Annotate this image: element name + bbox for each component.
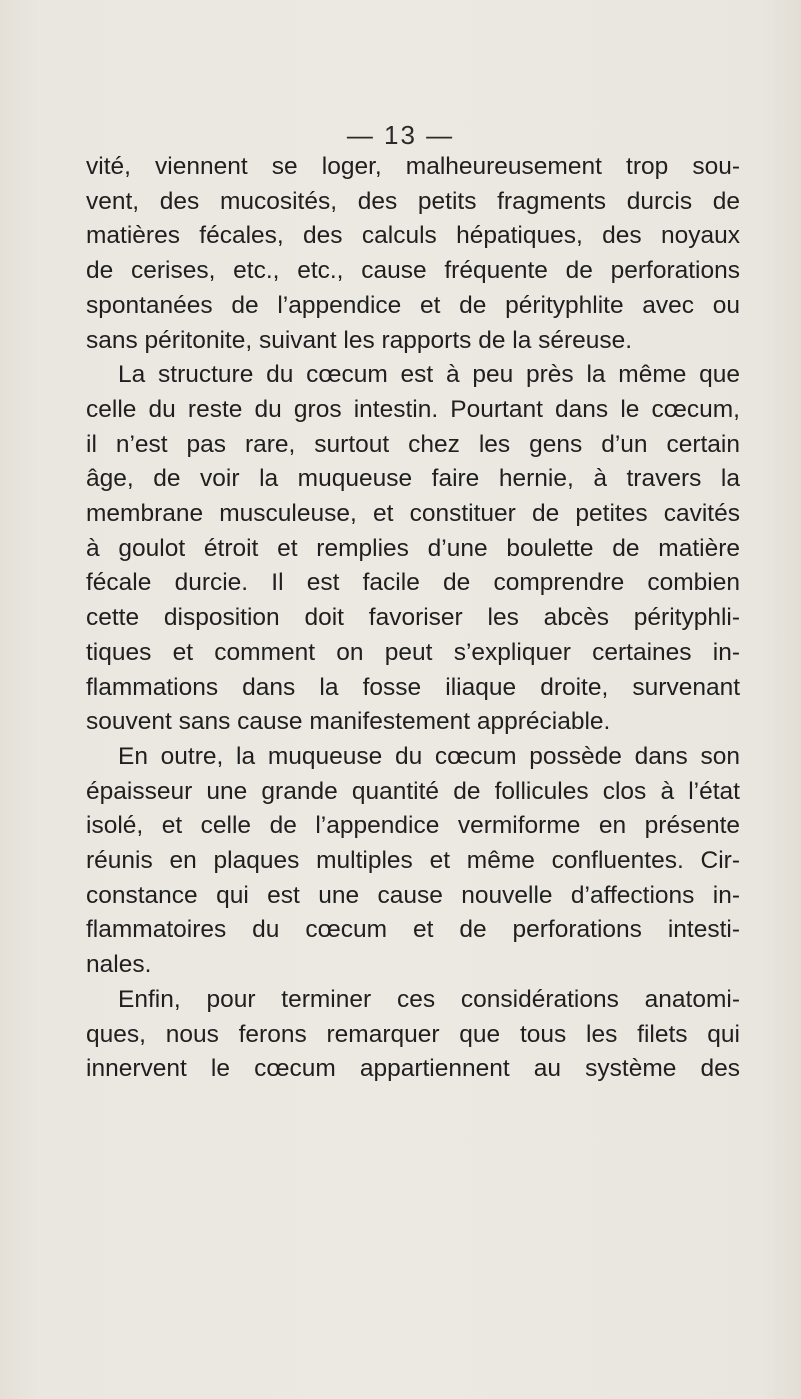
text-line: membrane musculeuse, et constituer de petites cavités	[86, 500, 740, 528]
paragraph-3	[86, 740, 740, 983]
text-line: innervent le cœcum appartiennent au système des	[86, 1055, 740, 1083]
text-line: flammatoires du cœcum et de perforations intesti-	[86, 916, 740, 944]
text-line: sans péritonite, suivant les rapports de la séreuse.	[86, 326, 633, 354]
text-line: celle du reste du gros intestin. Pourtant dans le cœcum,	[86, 395, 740, 423]
text-line: isolé, et celle de l’appendice vermiforme en présente	[86, 812, 740, 840]
text-line: En outre, la muqueuse du cœcum possède dans son	[118, 742, 740, 770]
paragraph-1	[86, 150, 740, 358]
text-line: nales.	[86, 951, 152, 979]
text-line: âge, de voir la muqueuse faire hernie, à travers la	[86, 465, 740, 493]
text-line: à goulot étroit et remplies d’une boulette de matière	[86, 534, 740, 562]
page-number: — 13 —	[346, 120, 455, 150]
text-line: Enfin, pour terminer ces considérations anatomi-	[118, 985, 740, 1013]
text-line: flammations dans la fosse iliaque droite, survenant	[86, 673, 740, 701]
text-line: cette disposition doit favoriser les abcès pérityphli-	[86, 604, 740, 632]
text-line: souvent sans cause manifestement appréciable.	[86, 708, 611, 736]
text-line: réunis en plaques multiples et même confluentes. Cir-	[86, 847, 740, 875]
text-line: tiques et comment on peut s’expliquer certaines in-	[86, 638, 740, 666]
text-line: il n’est pas rare, surtout chez les gens d’un certain	[86, 430, 740, 458]
text-line: vent, des mucosités, des petits fragments durcis de	[86, 187, 740, 215]
text-line: constance qui est une cause nouvelle d’affections in-	[86, 881, 740, 909]
text-line: épaisseur une grande quantité de follicules clos à l’état	[86, 777, 740, 805]
paragraph-2	[86, 358, 740, 740]
paragraph-4	[86, 983, 740, 1087]
text-line: La structure du cœcum est à peu près la même que	[118, 361, 740, 389]
text-line: fécale durcie. Il est facile de comprendre combien	[86, 569, 740, 597]
text-line: matières fécales, des calculs hépatiques, des noyaux	[86, 222, 740, 250]
text-line: vité, viennent se loger, malheureusement trop sou-	[86, 153, 740, 180]
text-line: ques, nous ferons remarquer que tous les filets qui	[86, 1020, 740, 1048]
text-line: de cerises, etc., etc., cause fréquente de perforations	[86, 257, 740, 285]
body-text	[86, 150, 740, 1087]
text-line: spontanées de l’appendice et de pérityphlite avec ou	[86, 291, 740, 319]
